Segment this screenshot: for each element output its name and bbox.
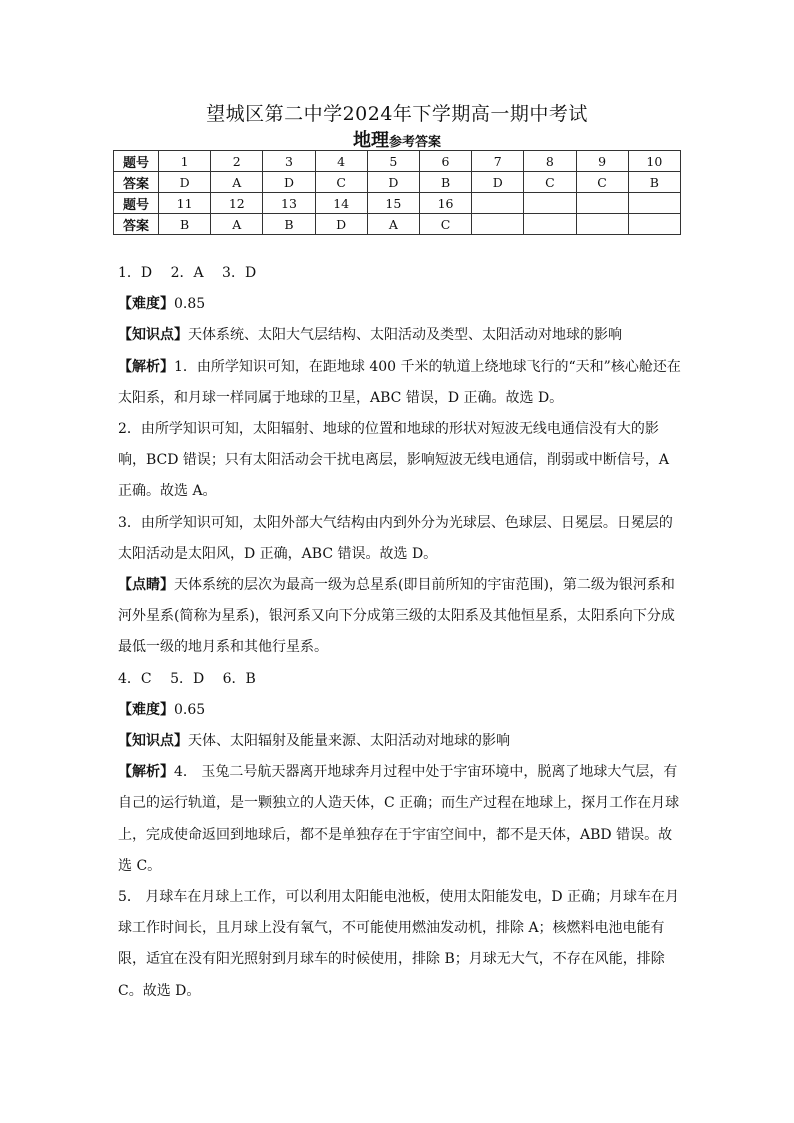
- exam-title: 望城区第二中学2024年下学期高一期中考试: [206, 103, 588, 125]
- table-cell: 11: [159, 193, 211, 214]
- table-cell: 5: [367, 151, 419, 172]
- knowledge-line: [118, 320, 684, 351]
- table-cell: 1: [159, 151, 211, 172]
- row-label-answer: 答案: [114, 214, 159, 235]
- analysis-label: 【解析】: [118, 764, 174, 781]
- table-cell: A: [211, 214, 263, 235]
- difficulty-label: 【难度】: [118, 296, 174, 313]
- table-cell: [524, 214, 576, 235]
- table-cell: A: [367, 214, 419, 235]
- table-cell: D: [315, 214, 367, 235]
- table-cell: 7: [472, 151, 524, 172]
- answer-table: [113, 150, 681, 235]
- table-cell: 15: [367, 193, 419, 214]
- table-cell: 14: [315, 193, 367, 214]
- solution-body: [118, 258, 684, 1007]
- table-row-questions-1: [114, 151, 681, 172]
- analysis-paragraph-2: 2．由所学知识可知，太阳辐射、地球的位置和地球的形状对短波无线电通信没有大的影响，BCD 错误；只有太阳活动会干扰电离层，影响短波无线电通信，削弱或中断信号，A 正确。故选 A。: [118, 421, 670, 500]
- table-cell: 13: [263, 193, 315, 214]
- row-label-question: 题号: [114, 193, 159, 214]
- table-row-answers-2: [114, 214, 681, 235]
- table-cell: A: [211, 172, 263, 193]
- table-cell: [472, 193, 524, 214]
- table-cell: 9: [576, 151, 628, 172]
- knowledge-text: 天体、太阳辐射及能量来源、太阳活动对地球的影响: [188, 733, 510, 750]
- table-cell: [628, 193, 680, 214]
- comment-label: 【点睛】: [118, 577, 174, 594]
- analysis-paragraph-1: [118, 352, 684, 414]
- analysis-paragraph-5: 5． 月球车在月球上工作，可以利用太阳能电池板，使用太阳能发电，D 正确；月球车在月球工作时间长，且月球上没有氧气，不可能使用燃油发动机，排除 A；核燃料电池电能有限，适宜在没有阳光照射到月球车的时候使用，排除 B；月球无大气，不存在风能，排除 C。故选 D。: [118, 889, 680, 999]
- knowledge-label: 【知识点】: [118, 327, 188, 344]
- table-cell: D: [159, 172, 211, 193]
- answers-line-4-6: 4．C 5．D 6．B: [118, 670, 256, 687]
- difficulty-label: 【难度】: [118, 701, 174, 718]
- knowledge-label: 【知识点】: [118, 733, 188, 750]
- knowledge-line: [118, 726, 684, 757]
- table-cell: B: [159, 214, 211, 235]
- table-cell: C: [524, 172, 576, 193]
- table-cell: [472, 214, 524, 235]
- analysis-text: 1．由所学知识可知，在距地球 400 千米的轨道上绕地球飞行的“天和”核心舱还在太阳系，和月球一样同属于地球的卫星，ABC 错误，D 正确。故选 D。: [118, 358, 681, 406]
- analysis-paragraph-4: [118, 757, 684, 882]
- table-cell: 6: [419, 151, 471, 172]
- table-cell: B: [628, 172, 680, 193]
- table-cell: 2: [211, 151, 263, 172]
- exam-subtitle: [0, 126, 794, 152]
- table-cell: D: [367, 172, 419, 193]
- row-label-question: 题号: [114, 151, 159, 172]
- difficulty-line: [118, 289, 684, 320]
- table-cell: [524, 193, 576, 214]
- table-cell: [576, 214, 628, 235]
- table-cell: C: [315, 172, 367, 193]
- table-cell: B: [419, 172, 471, 193]
- comment-paragraph: [118, 570, 684, 664]
- table-cell: 10: [628, 151, 680, 172]
- table-cell: C: [419, 214, 471, 235]
- analysis-paragraph-3: 3．由所学知识可知，太阳外部大气结构由内到外分为光球层、色球层、日冕层。日冕层的太阳活动是太阳风，D 正确，ABC 错误。故选 D。: [118, 514, 673, 562]
- table-cell: 12: [211, 193, 263, 214]
- table-cell: [576, 193, 628, 214]
- table-cell: B: [263, 214, 315, 235]
- answers-line-1-3: 1．D 2．A 3．D: [118, 265, 257, 281]
- difficulty-value: 0.85: [174, 296, 206, 313]
- reference-answer-label: 参考答案: [388, 135, 441, 150]
- table-cell: C: [576, 172, 628, 193]
- table-cell: 3: [263, 151, 315, 172]
- subject-label: 地理: [352, 130, 389, 151]
- difficulty-line: [118, 695, 684, 726]
- row-label-answer: 答案: [114, 172, 159, 193]
- table-cell: D: [263, 172, 315, 193]
- knowledge-text: 天体系统、太阳大气层结构、太阳活动及类型、太阳活动对地球的影响: [188, 327, 622, 344]
- table-cell: 8: [524, 151, 576, 172]
- analysis-label: 【解析】: [118, 358, 174, 375]
- table-row-questions-2: [114, 193, 681, 214]
- table-cell: D: [472, 172, 524, 193]
- table-row-answers-1: [114, 172, 681, 193]
- difficulty-value: 0.65: [174, 701, 206, 718]
- table-cell: 4: [315, 151, 367, 172]
- table-cell: 16: [419, 193, 471, 214]
- analysis-text: 4． 玉兔二号航天器离开地球奔月过程中处于宇宙环境中，脱离了地球大气层，有自己的运行轨道，是一颗独立的人造天体，C 正确；而生产过程在地球上，探月工作在月球上，完成使命返回到地球后，都不是单独存在于宇宙空间中，都不是天体，ABD 错误。故选 C。: [118, 764, 680, 874]
- comment-text: 天体系统的层次为最高一级为总星系(即目前所知的宇宙范围)，第二级为银河系和河外星系(简称为星系)，银河系又向下分成第三级的太阳系及其他恒星系，太阳系向下分成最低一级的地月系和其他行星系。: [118, 577, 675, 656]
- table-cell: [628, 214, 680, 235]
